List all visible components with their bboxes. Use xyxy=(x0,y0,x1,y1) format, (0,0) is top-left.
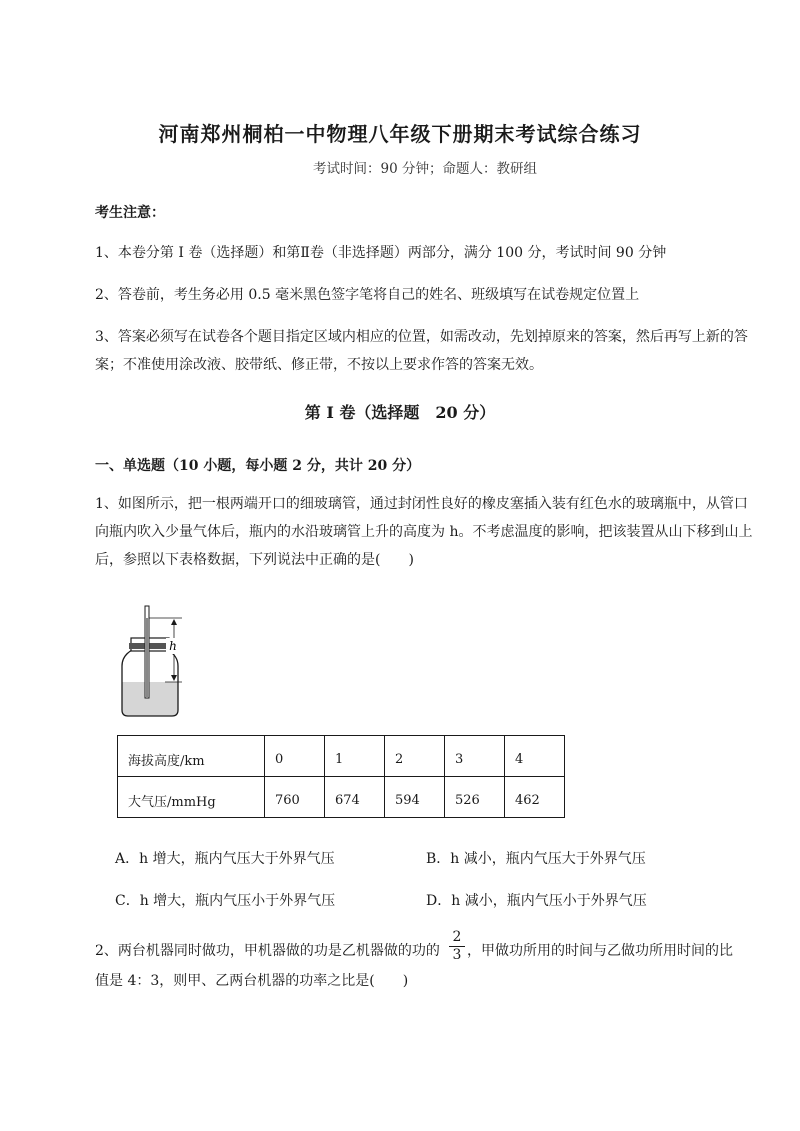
altitude-pressure-table xyxy=(117,735,565,818)
part-heading: 一、单选题（10 小题，每小题 2 分，共计 20 分） xyxy=(95,458,421,474)
notice-item-1: 1、本卷分第 I 卷（选择题）和第Ⅱ卷（非选择题）两部分，满分 100 分，考试时间 90 分钟 xyxy=(95,245,667,261)
table-cell: 674 xyxy=(325,777,385,818)
option-a[interactable]: A．h 增大，瓶内气压大于外界气压 xyxy=(115,851,335,867)
fraction-denominator: 3 xyxy=(449,946,465,964)
exam-subtitle: 考试时间：90 分钟；命题人：教研组 xyxy=(313,161,537,177)
table-cell: 大气压/mmHg xyxy=(118,777,265,818)
table-cell: 0 xyxy=(265,736,325,777)
option-c[interactable]: C．h 增大，瓶内气压小于外界气压 xyxy=(115,893,336,909)
table-cell: 4 xyxy=(505,736,565,777)
h-arrow-up xyxy=(171,619,177,625)
page-title: 河南郑州桐柏一中物理八年级下册期末考试综合练习 xyxy=(158,122,642,146)
rubber-stopper xyxy=(129,643,171,649)
table-cell: 2 xyxy=(385,736,445,777)
h-arrow-down xyxy=(171,675,177,681)
fraction-numerator: 2 xyxy=(452,929,462,945)
table-cell: 3 xyxy=(445,736,505,777)
notice-item-3: 3、答案必须写在试卷各个题目指定区域内相应的位置，如需改动，先划掉原来的答案，然后再写上新的答案；不准使用涂改液、胶带纸、修正带，不按以上要求作答的答案无效。 xyxy=(95,329,748,373)
table-cell: 海拔高度/km xyxy=(118,736,265,777)
table-cell: 760 xyxy=(265,777,325,818)
table-row-altitude xyxy=(118,736,565,777)
table-cell: 526 xyxy=(445,777,505,818)
table-cell: 462 xyxy=(505,777,565,818)
table-row-pressure xyxy=(118,777,565,818)
question-1-text: 1、如图所示，把一根两端开口的细玻璃管，通过封闭性良好的橡皮塞插入装有红色水的玻璃瓶中，从管口向瓶内吹入少量气体后，瓶内的水沿玻璃管上升的高度为 h。不考虑温度的影响，把该装置从山下移到山上后，参照以下表格数据，下列说法中正确的是( ) xyxy=(95,496,753,568)
question-2-text-line2: 值是 4：3，则甲、乙两台机器的功率之比是( ) xyxy=(95,973,409,989)
table-cell: 1 xyxy=(325,736,385,777)
section-title: 第 I 卷（选择题 20 分） xyxy=(304,403,496,422)
question-2-text-end: ，甲做功所用的时间与乙做功所用时间的比 xyxy=(467,943,733,959)
option-b[interactable]: B．h 减小，瓶内气压大于外界气压 xyxy=(426,851,646,867)
h-label: h xyxy=(169,639,177,653)
question-2-text-start: 2、两台机器同时做功，甲机器做的功是乙机器做的功的 xyxy=(95,943,440,959)
fraction-two-thirds xyxy=(449,929,465,964)
option-d[interactable]: D．h 减小，瓶内气压小于外界气压 xyxy=(426,893,647,909)
red-water xyxy=(122,682,178,716)
table-cell: 594 xyxy=(385,777,445,818)
bottle-tube-figure xyxy=(110,598,200,723)
notice-heading: 考生注意： xyxy=(95,205,165,221)
notice-item-2: 2、答卷前，考生务必用 0.5 毫米黑色签字笔将自己的姓名、班级填写在试卷规定位置上 xyxy=(95,287,640,303)
water-column xyxy=(146,618,148,698)
